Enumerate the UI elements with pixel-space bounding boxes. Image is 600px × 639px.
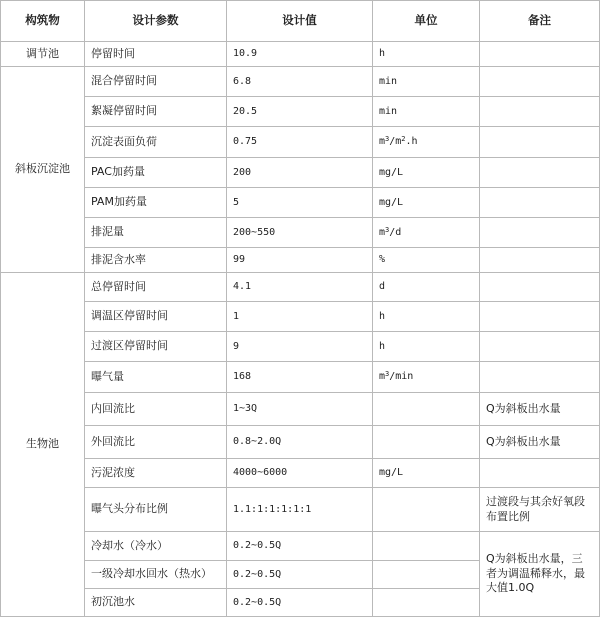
value-cell: 0.2~0.5Q [227, 589, 373, 617]
note-cell [480, 97, 600, 127]
table-row [1, 158, 600, 188]
unit-cell [373, 589, 480, 617]
note-cell [480, 218, 600, 248]
value-cell: 0.2~0.5Q [227, 561, 373, 589]
param-cell: 过渡区停留时间 [85, 332, 227, 362]
value-cell: 0.8~2.0Q [227, 426, 373, 459]
note-cell [480, 188, 600, 218]
value-cell: 1~3Q [227, 393, 373, 426]
table-row [1, 426, 600, 459]
value-cell: 9 [227, 332, 373, 362]
param-cell: 总停留时间 [85, 273, 227, 302]
header-note: 备注 [480, 1, 600, 42]
unit-cell: $m^3/m^2.h$ [373, 127, 480, 158]
note-cell [480, 158, 600, 188]
structure-cell-tiaojie: 调节池 [1, 42, 85, 67]
value-cell: 1 [227, 302, 373, 332]
value-cell: 10.9 [227, 42, 373, 67]
note-cell [480, 127, 600, 158]
value-cell: 200 [227, 158, 373, 188]
unit-cell: % [373, 248, 480, 273]
structure-cell-xieban: 斜板沉淀池 [1, 67, 85, 273]
table-row [1, 302, 600, 332]
note-cell [480, 248, 600, 273]
value-cell: 4000~6000 [227, 459, 373, 488]
unit-cell: $m^3/\min$ [373, 362, 480, 393]
param-cell: 污泥浓度 [85, 459, 227, 488]
unit-cell: min [373, 67, 480, 97]
table-row [1, 127, 600, 158]
note-cell [480, 459, 600, 488]
note-cell [480, 42, 600, 67]
note-cell [480, 302, 600, 332]
unit-cell: mg/L [373, 459, 480, 488]
param-cell: 冷却水（冷水） [85, 532, 227, 561]
header-structure: 构筑物 [1, 1, 85, 42]
value-cell: 6.8 [227, 67, 373, 97]
unit-cell: h [373, 42, 480, 67]
unit-cell: min [373, 97, 480, 127]
param-cell: 絮凝停留时间 [85, 97, 227, 127]
header-parameter: 设计参数 [85, 1, 227, 42]
unit-cell [373, 393, 480, 426]
table-row [1, 248, 600, 273]
unit-cell: mg/L [373, 158, 480, 188]
note-cell [480, 332, 600, 362]
header-value: 设计值 [227, 1, 373, 42]
unit-cell: h [373, 332, 480, 362]
unit-cell [373, 426, 480, 459]
param-cell: 初沉池水 [85, 589, 227, 617]
table-row [1, 532, 600, 561]
param-cell: PAM加药量 [85, 188, 227, 218]
param-cell: 曝气头分布比例 [85, 488, 227, 532]
param-cell: 曝气量 [85, 362, 227, 393]
unit-cell: mg/L [373, 188, 480, 218]
note-cell [480, 67, 600, 97]
value-cell: 200~550 [227, 218, 373, 248]
param-cell: 混合停留时间 [85, 67, 227, 97]
table-row [1, 42, 600, 67]
param-cell: 排泥含水率 [85, 248, 227, 273]
unit-cell [373, 561, 480, 589]
param-cell: 一级冷却水回水（热水） [85, 561, 227, 589]
table-row [1, 488, 600, 532]
value-cell: 20.5 [227, 97, 373, 127]
note-cell: Q为斜板出水量 [480, 393, 600, 426]
table-row [1, 459, 600, 488]
value-cell: 0.75 [227, 127, 373, 158]
merged-note-cell: Q为斜板出水量，三者为调温稀释水，最大值1.0Q [480, 532, 600, 617]
table-row [1, 97, 600, 127]
note-cell: 过渡段与其余好氧段布置比例 [480, 488, 600, 532]
table-row [1, 332, 600, 362]
table-row [1, 218, 600, 248]
param-cell: 内回流比 [85, 393, 227, 426]
unit-cell: d [373, 273, 480, 302]
param-cell: PAC加药量 [85, 158, 227, 188]
param-cell: 调温区停留时间 [85, 302, 227, 332]
note-cell: Q为斜板出水量 [480, 426, 600, 459]
table-row [1, 67, 600, 97]
value-cell: 99 [227, 248, 373, 273]
structure-cell-shengwu: 生物池 [1, 273, 85, 617]
value-cell: 4.1 [227, 273, 373, 302]
table-row [1, 273, 600, 302]
param-cell: 外回流比 [85, 426, 227, 459]
value-cell: 168 [227, 362, 373, 393]
header-unit: 单位 [373, 1, 480, 42]
value-cell: 5 [227, 188, 373, 218]
value-cell: 0.2~0.5Q [227, 532, 373, 561]
table-row [1, 362, 600, 393]
note-cell [480, 273, 600, 302]
value-cell: 1.1:1:1:1:1:1 [227, 488, 373, 532]
unit-cell: $m^3/d$ [373, 218, 480, 248]
unit-cell [373, 532, 480, 561]
param-cell: 停留时间 [85, 42, 227, 67]
param-cell: 排泥量 [85, 218, 227, 248]
note-cell [480, 362, 600, 393]
table-row [1, 188, 600, 218]
param-cell: 沉淀表面负荷 [85, 127, 227, 158]
unit-cell: h [373, 302, 480, 332]
header-row [1, 1, 600, 42]
unit-cell [373, 488, 480, 532]
table-row [1, 393, 600, 426]
